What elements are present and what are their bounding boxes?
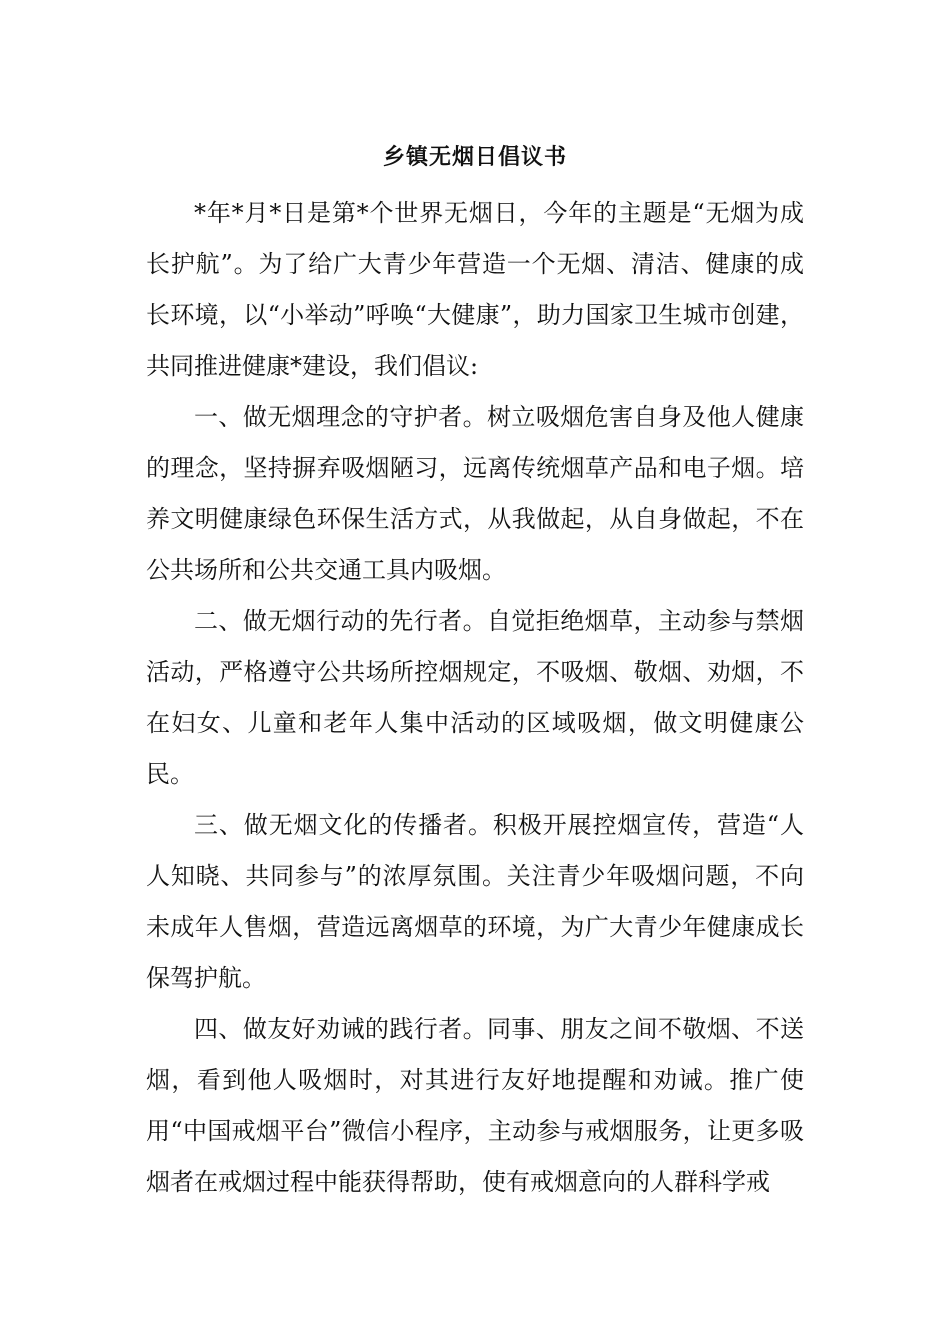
paragraph-guardian: 一、做无烟理念的守护者。树立吸烟危害自身及他人健康的理念，坚持摒弃吸烟陋习，远离传统烟草产品和电子烟。培养文明健康绿色环保生活方式，从我做起，从自身做起，不在公共场所和公共交通工具内吸烟。 — [146, 403, 804, 584]
document-body — [146, 188, 804, 1208]
paragraph-intro: *年*月*日是第*个世界无烟日，今年的主题是“无烟为成长护航”。为了给广大青少年营造一个无烟、清洁、健康的成长环境，以“小举动”呼唤“大健康”，助力国家卫生城市创建，共同推进健康*建设，我们倡议: — [146, 199, 804, 380]
document-title: 乡镇无烟日倡议书 — [382, 145, 567, 170]
paragraph-practitioner: 四、做友好劝诫的践行者。同事、朋友之间不敬烟、不送烟，看到他人吸烟时，对其进行友好地提醒和劝诫。推广使用“中国戒烟平台”微信小程序，主动参与戒烟服务，让更多吸烟者在戒烟过程中能获得帮助，使有戒烟意向的人群科学戒 — [146, 1015, 804, 1196]
paragraph-communicator: 三、做无烟文化的传播者。积极开展控烟宣传，营造“人人知晓、共同参与”的浓厚氛围。关注青少年吸烟问题，不向未成年人售烟，营造远离烟草的环境，为广大青少年健康成长保驾护航。 — [146, 811, 804, 992]
paragraph-pioneer: 二、做无烟行动的先行者。自觉拒绝烟草，主动参与禁烟活动，严格遵守公共场所控烟规定，不吸烟、敬烟、劝烟，不在妇女、儿童和老年人集中活动的区域吸烟，做文明健康公民。 — [146, 607, 804, 788]
